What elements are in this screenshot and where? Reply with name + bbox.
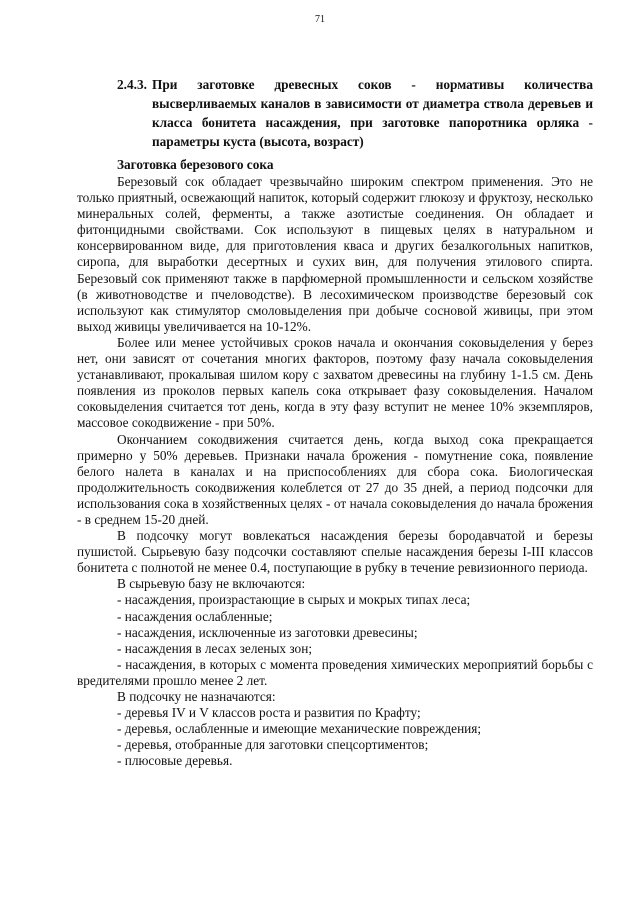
list-item: - насаждения, в которых с момента проведения химических мероприятий борьбы с вредителями прошло менее 2 лет.: [77, 656, 593, 688]
not-assigned-intro: В подсочку не назначаются:: [117, 689, 276, 704]
exclusions-intro: В сырьевую базу не включаются:: [117, 576, 306, 592]
heading-number: 2.4.3.: [117, 77, 147, 92]
not-assigned-list: [77, 705, 593, 769]
list-item: - деревья, ослабленные и имеющие механические повреждения;: [117, 721, 482, 737]
paragraph: Более или менее устойчивых сроков начала и окончания соковыделения у берез нет, они зависят от сочетания многих факторов, поэтому фазу начала соковыделения устанавливают, прокалывая шилом кору с захватом древесины на глубину 1-1.5 см. День появления из проколов первых капель сока открывает фазу соковыделения. Началом соковыделения считается тот день, когда в эту фазу вступит не менее 10% экземпляров, массовое сокодвижение - при 50%.: [77, 334, 593, 431]
heading-text: При заготовке древесных соков - нормативы количества высверливаемых каналов в зависимости от диаметра ствола деревьев и класса бонитета насаждения, при заготовке папоротника орляка - параметры куста (высота, возраст): [152, 77, 593, 149]
list-item: - насаждения ослабленные;: [117, 608, 273, 624]
exclusions-list: [77, 592, 593, 689]
section-heading: [117, 75, 593, 151]
list-item: - плюсовые деревья.: [117, 753, 233, 769]
paragraph: Окончанием сокодвижения считается день, когда выход сока прекращается примерно у 50% деревьев. Признаки начала брожения - помутнение сока, появление белого налета в каналах и на приспособлениях для сбора сока. Биологическая продолжительность сокодвижения колеблется от 27 до 35 дней, а период подсочки для использования сока в хозяйственных целях - от начала соковыделения до начала брожения - в среднем 15-20 дней.: [77, 431, 593, 527]
list-item: - насаждения, исключенные из заготовки древесины;: [117, 624, 418, 640]
list-item: - деревья IV и V классов роста и развития по Крафту;: [117, 705, 421, 721]
list-item: - насаждения в лесах зеленых зон;: [117, 640, 313, 656]
page-number: 71: [315, 14, 325, 25]
subsection-title: Заготовка березового сока: [117, 157, 274, 172]
document-body: [77, 174, 593, 769]
paragraph: В подсочку могут вовлекаться насаждения березы бородавчатой и березы пушистой. Сырьевую базу подсочки составляют спелые насаждения березы I-III классов бонитета с полнотой не менее 0.4, поступающие в рубку в течение ревизионного периода.: [77, 528, 593, 576]
list-item: - насаждения, произрастающие в сырых и мокрых типах леса;: [117, 592, 471, 608]
paragraph: Березовый сок обладает чрезвычайно широким спектром применения. Это не только приятный, освежающий напиток, который содержит глюкозу и фруктозу, несколько минеральных солей, ферменты, а также азотистые соединения. Он обладает и фитонцидными свойствами. Сок используют в пищевых целях в натуральном и консервированном виде, для приготовления кваса и других безалкогольных напитков, сиропа, для выработки десертных и сухих вин, для получения этилового спирта. Березовый сок применяют также в парфюмерной промышленности и сельском хозяйстве (в животноводстве и пчеловодстве). В лесохимическом производстве березовый сок используют как стимулятор смоловыделения при добыче сосновой живицы, при этом выход живицы увеличивается на 10-12%.: [77, 174, 593, 334]
list-item: - деревья, отобранные для заготовки спецсортиментов;: [117, 737, 429, 753]
